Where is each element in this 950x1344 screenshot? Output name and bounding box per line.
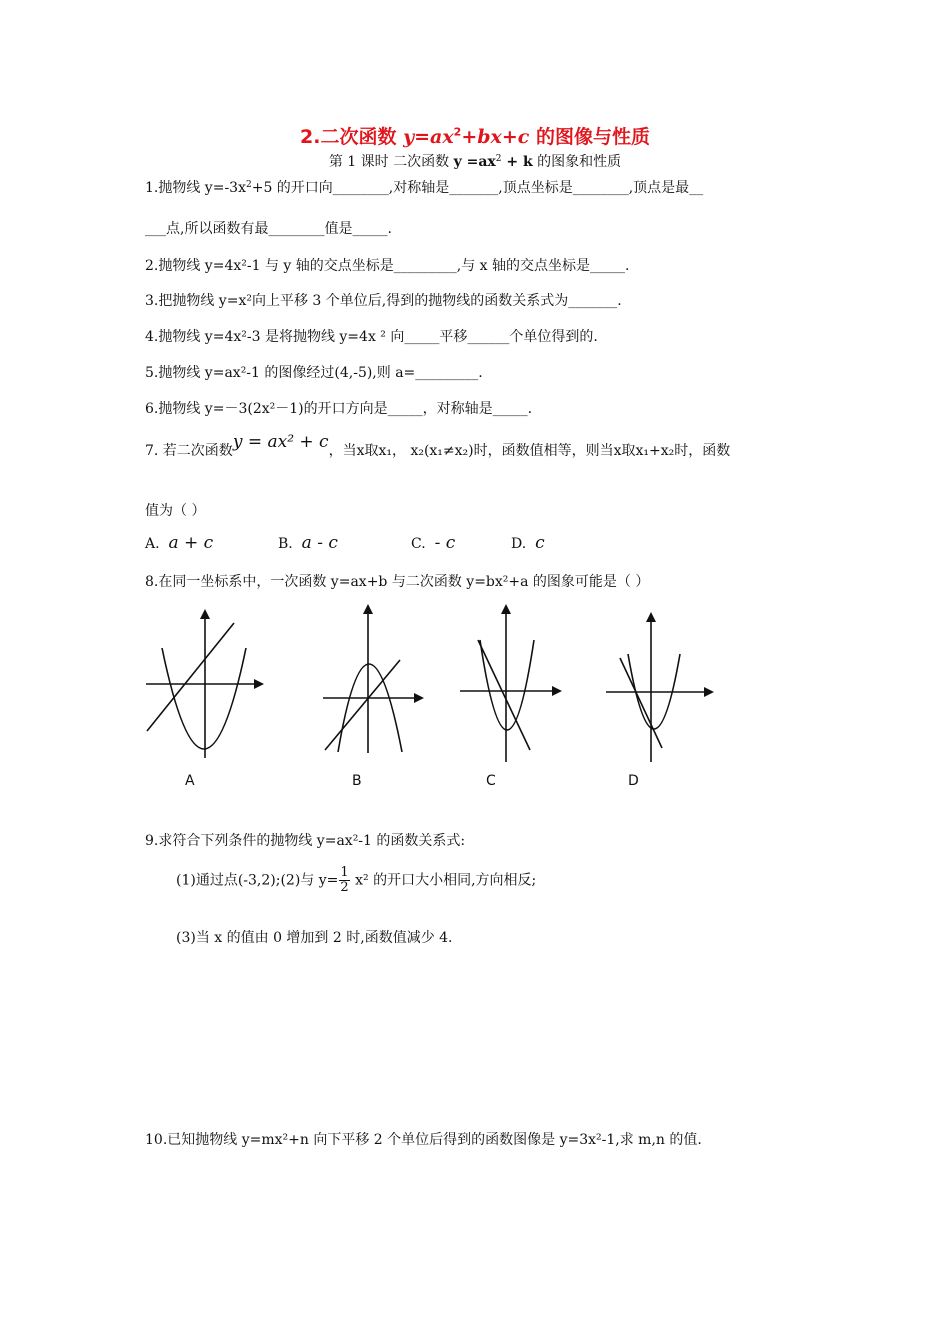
question-2: 2.抛物线 y=4x²-1 与 y 轴的交点坐标是_________,与 x 轴的交点坐标是_____. <box>145 258 630 274</box>
graph-c <box>460 606 560 762</box>
q9-parts-1-2 <box>176 866 536 895</box>
subtitle-lesson: 第 1 课时 二次函数 <box>328 154 454 170</box>
graph-a-parabola <box>162 648 246 749</box>
q9-part12-a: (1)通过点(-3,2);(2)与 y= <box>176 872 339 889</box>
q9-part-3: (3)当 x 的值由 0 增加到 2 时,函数值减少 4. <box>176 930 453 946</box>
q7-option-c-key: C. <box>411 536 426 552</box>
graph-b-parabola <box>338 664 402 752</box>
q7-option-b-value: a - c <box>301 533 338 553</box>
q9-part12-b: x² 的开口大小相同,方向相反; <box>350 872 537 889</box>
graph-a <box>146 611 262 758</box>
subtitle-suffix: 的图象和性质 <box>532 154 622 170</box>
question-6: 6.抛物线 y=－3(2x²－1)的开口方向是_____，对称轴是_____. <box>145 401 533 417</box>
subtitle-formula-b: + k <box>501 154 533 170</box>
title-suffix: 的图像与性质 <box>529 126 650 148</box>
graph-label-d: D <box>628 773 639 789</box>
question-7-line-1 <box>145 432 731 460</box>
title-prefix: 2.二次函数 <box>300 126 404 148</box>
question-3: 3.把抛物线 y=x²向上平移 3 个单位后,得到的抛物线的函数关系式为_______. <box>145 293 622 309</box>
q8-graphs <box>0 600 950 800</box>
lesson-subtitle <box>0 151 950 171</box>
q7-option-a-key: A. <box>145 536 160 552</box>
title-formula-exp: 2 <box>453 125 462 139</box>
q7-option-d-value: c <box>535 533 545 553</box>
page-title <box>0 122 950 149</box>
q7-option-b-key: B. <box>278 536 293 552</box>
q7-option-c-value: - c <box>434 533 456 553</box>
title-formula-b: +bx+c <box>461 126 530 148</box>
q7-option-a <box>145 533 213 553</box>
graph-label-a: A <box>185 773 195 789</box>
title-formula-a: y=ax <box>403 126 454 148</box>
subtitle-formula-exp: 2 <box>495 154 502 164</box>
q1-text-a: 1.抛物线 y=-3x <box>145 180 246 196</box>
question-10: 10.已知抛物线 y=mx²+n 向下平移 2 个单位后得到的函数图像是 y=3x²-1,求 m,n 的值. <box>145 1132 702 1148</box>
question-1-line-1 <box>145 177 703 197</box>
q1-exp: 2 <box>245 180 252 190</box>
graph-a-line <box>147 623 234 731</box>
q7-option-c <box>411 533 455 553</box>
graph-c-parabola <box>480 640 534 730</box>
fraction-numerator: 1 <box>340 865 349 880</box>
question-4: 4.抛物线 y=4x²-3 是将抛物线 y=4x ² 向_____平移______个单位得到的. <box>145 329 598 345</box>
subtitle-formula-a: y =ax <box>453 154 496 170</box>
q1-text-b: +5 的开口向________,对称轴是_______,顶点坐标是________,顶点是最__ <box>251 180 704 196</box>
graph-label-c: C <box>486 773 496 789</box>
question-9: 9.求符合下列条件的抛物线 y=ax²-1 的函数关系式: <box>145 833 466 849</box>
q7-rest: ，当x取x₁， x₂(x₁≠x₂)时，函数值相等，则当x取x₁+x₂时，函数 <box>328 443 731 459</box>
question-5: 5.抛物线 y=ax²-1 的图像经过(4,-5),则 a=_________. <box>145 365 483 381</box>
graph-c-line <box>478 640 530 750</box>
graph-b <box>323 606 422 753</box>
graph-b-line <box>325 660 400 750</box>
q7-option-d-key: D. <box>511 536 527 552</box>
q7-option-b <box>278 533 338 553</box>
graph-label-b: B <box>352 773 362 789</box>
graph-d-line <box>620 658 662 748</box>
one-half-fraction <box>339 866 349 895</box>
question-7-line-2: 值为（ ） <box>145 503 206 519</box>
question-1-line-2: ___点,所以函数有最________值是_____. <box>145 221 392 237</box>
q7-lead: 7. 若二次函数 <box>145 443 233 459</box>
q7-option-d <box>511 533 545 553</box>
graph-d <box>606 614 712 762</box>
q7-formula: y = ax² + c <box>232 432 329 452</box>
q7-option-a-value: a + c <box>168 533 214 553</box>
fraction-denominator: 2 <box>340 880 349 895</box>
question-8: 8.在同一坐标系中，一次函数 y=ax+b 与二次函数 y=bx²+a 的图象可能是（ ） <box>145 574 650 590</box>
